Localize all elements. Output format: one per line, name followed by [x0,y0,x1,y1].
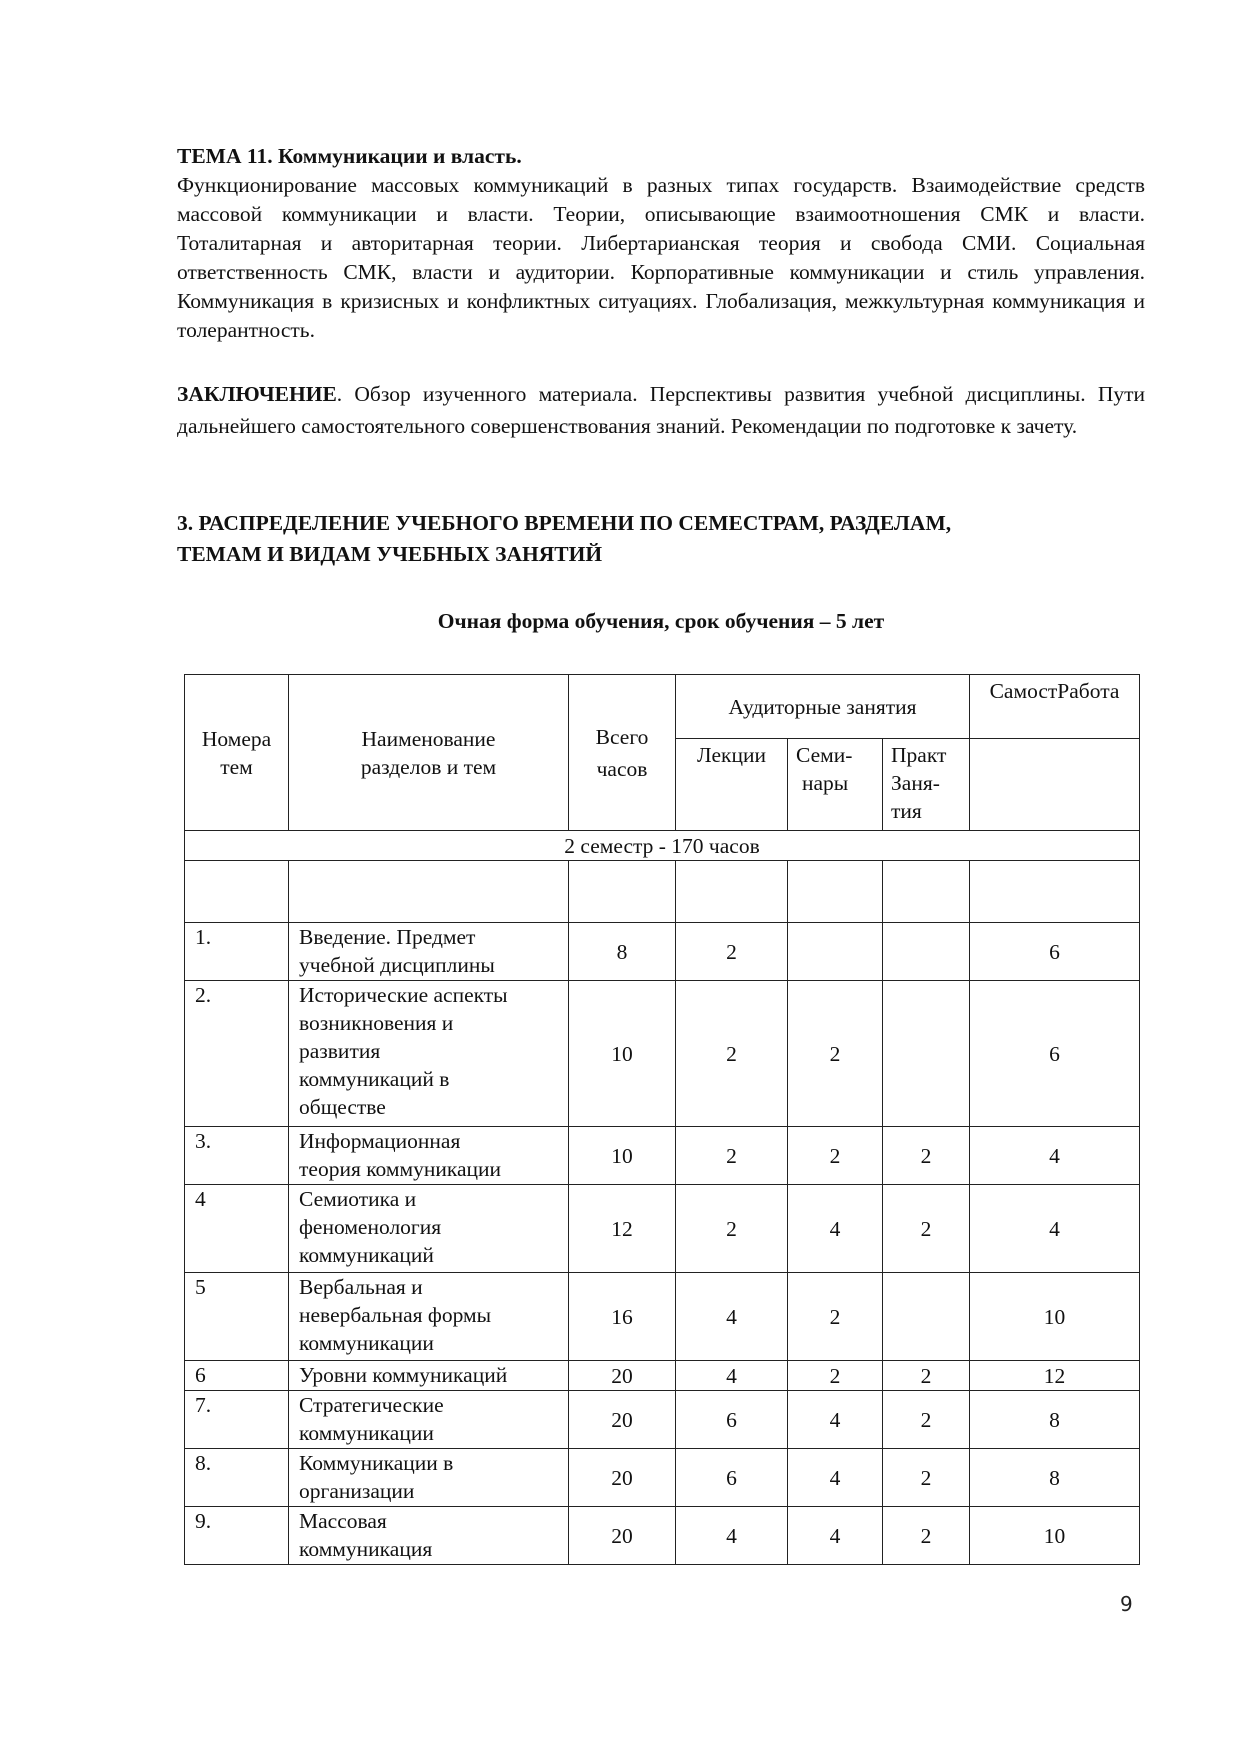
row-self-work: 8 [970,1391,1140,1449]
row-total-hours: 20 [569,1361,676,1391]
section-3-heading [177,508,1145,570]
header-practice: Практ Заня- тия [883,739,970,831]
table-row [185,1185,1140,1273]
table-row [185,1361,1140,1391]
row-seminars: 2 [788,1361,883,1391]
row-practice: 2 [883,1361,970,1391]
row-topic-name: Информационная теория коммуникации [289,1127,569,1185]
header-name: Наименование разделов и тем [289,675,569,831]
table-row [185,1273,1140,1361]
header-total: Всего часов [569,675,676,831]
row-self-work: 12 [970,1361,1140,1391]
semester-row [185,831,1140,861]
row-practice: 2 [883,1185,970,1273]
row-seminars [788,923,883,981]
row-practice [883,923,970,981]
row-practice [883,1273,970,1361]
section-3-heading-line-1: 3. РАСПРЕДЕЛЕНИЕ УЧЕБНОГО ВРЕМЕНИ ПО СЕМЕСТРАМ, РАЗДЕЛАМ, [177,511,952,535]
row-seminars: 2 [788,981,883,1127]
row-seminars: 4 [788,1507,883,1565]
page-number: 9 [1120,1592,1133,1616]
row-practice: 2 [883,1449,970,1507]
row-total-hours: 12 [569,1185,676,1273]
row-topic-name: Коммуникации в организации [289,1449,569,1507]
row-topic-name: Исторические аспекты возникновения и развития коммуникаций в обществе [289,981,569,1127]
topic-11-title: ТЕМА 11. Коммуникации и власть. [177,144,522,168]
conclusion-label: ЗАКЛЮЧЕНИЕ [177,382,337,406]
row-lectures: 6 [676,1449,788,1507]
header-lectures: Лекции [676,739,788,831]
row-total-hours: 10 [569,981,676,1127]
row-number: 8. [185,1449,289,1507]
row-topic-name: Уровни коммуникаций [289,1361,569,1391]
row-total-hours: 8 [569,923,676,981]
row-practice: 2 [883,1391,970,1449]
row-practice: 2 [883,1127,970,1185]
row-lectures: 2 [676,981,788,1127]
empty-row [185,861,1140,923]
row-total-hours: 20 [569,1449,676,1507]
row-number: 9. [185,1507,289,1565]
row-seminars: 4 [788,1449,883,1507]
row-lectures: 2 [676,1185,788,1273]
header-seminars: Семи- нары [788,739,883,831]
row-lectures: 2 [676,923,788,981]
row-total-hours: 20 [569,1391,676,1449]
row-lectures: 6 [676,1391,788,1449]
header-number: Номера тем [185,675,289,831]
row-lectures: 4 [676,1507,788,1565]
row-self-work: 4 [970,1185,1140,1273]
header-auditory: Аудиторные занятия [676,675,970,739]
row-self-work: 6 [970,981,1140,1127]
row-number: 5 [185,1273,289,1361]
row-lectures: 4 [676,1273,788,1361]
row-number: 3. [185,1127,289,1185]
conclusion-block [177,378,1145,442]
conclusion-body: . Обзор изученного материала. Перспективы развития учебной дисциплины. Пути дальнейшего самостоятельного совершенствования знаний. Рекомендации по подготовке к зачету. [177,382,1145,438]
table-row [185,1127,1140,1185]
table-row [185,1391,1140,1449]
row-topic-name: Стратегические коммуникации [289,1391,569,1449]
row-self-work: 10 [970,1507,1140,1565]
row-self-work: 4 [970,1127,1140,1185]
table-header-row-1 [185,675,1140,739]
table-caption: Очная форма обучения, срок обучения – 5 лет [437,609,885,633]
row-lectures: 2 [676,1127,788,1185]
row-self-work: 6 [970,923,1140,981]
topic-11-body: Функционирование массовых коммуникаций в разных типах государств. Взаимодействие средств массовой коммуникации и власти. Теории, описывающие взаимоотношения СМК и власти. Тоталитарная и авторитарная теории. Либертарианская теория и свобода СМИ. Социальная ответственность СМК, власти и аудитории. Корпоративные коммуникации и стиль управления. Коммуникация в кризисных и конфликтных ситуациях. Глобализация, межкультурная коммуникация и толерантность. [177,173,1145,342]
semester-label: 2 семестр - 170 часов [185,831,1140,861]
row-total-hours: 10 [569,1127,676,1185]
row-self-work: 8 [970,1449,1140,1507]
row-number: 7. [185,1391,289,1449]
table-row [185,981,1140,1127]
row-topic-name: Вербальная и невербальная формы коммуникации [289,1273,569,1361]
row-practice [883,981,970,1127]
row-topic-name: Массовая коммуникация [289,1507,569,1565]
row-total-hours: 16 [569,1273,676,1361]
row-number: 1. [185,923,289,981]
table-row [185,923,1140,981]
row-seminars: 2 [788,1273,883,1361]
row-topic-name: Семиотика и феноменология коммуникаций [289,1185,569,1273]
row-practice: 2 [883,1507,970,1565]
row-number: 4 [185,1185,289,1273]
row-number: 6 [185,1361,289,1391]
row-seminars: 2 [788,1127,883,1185]
header-self-work-empty [970,739,1140,831]
topic-11-block [177,142,1145,345]
row-total-hours: 20 [569,1507,676,1565]
study-time-table [184,674,1140,1565]
row-topic-name: Введение. Предмет учебной дисциплины [289,923,569,981]
row-self-work: 10 [970,1273,1140,1361]
row-lectures: 4 [676,1361,788,1391]
row-seminars: 4 [788,1391,883,1449]
section-3-heading-line-2: ТЕМАМ И ВИДАМ УЧЕБНЫХ ЗАНЯТИЙ [177,542,603,566]
header-self-work: СамостРабота [970,675,1140,739]
table-row [185,1449,1140,1507]
row-number: 2. [185,981,289,1127]
row-seminars: 4 [788,1185,883,1273]
table-row [185,1507,1140,1565]
